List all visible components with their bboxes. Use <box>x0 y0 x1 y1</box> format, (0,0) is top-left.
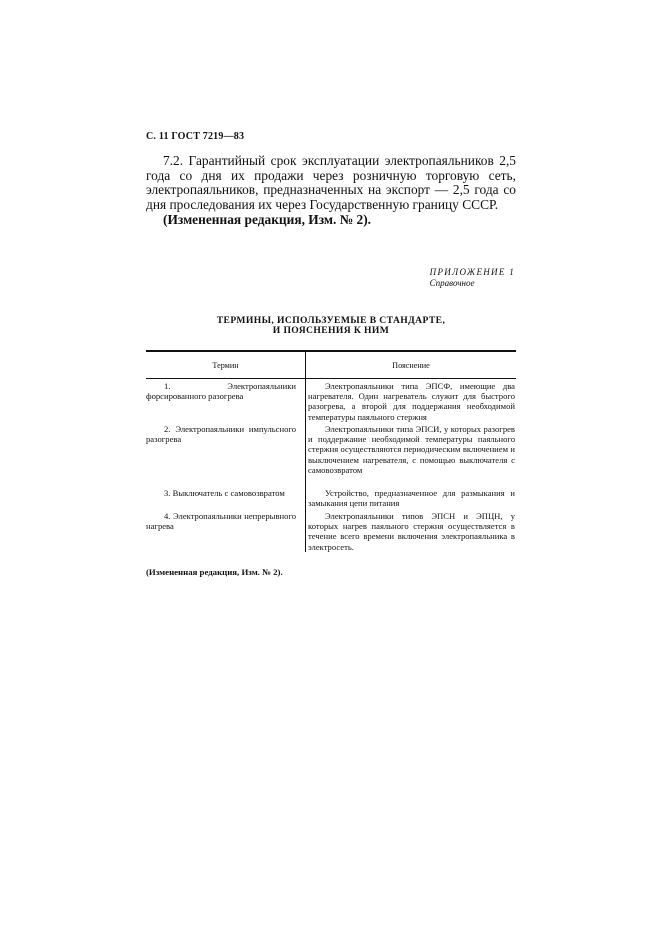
table-title-line-2: И ПОЯСНЕНИЯ К НИМ <box>272 325 390 336</box>
footer-amendment: (Измененная редакция, Изм. № 2). <box>146 567 283 577</box>
page-header: С. 11 ГОСТ 7219—83 <box>146 131 245 142</box>
table-row-4-explanation: Электропаяльники типов ЭПСН и ЭПЦН, у которых нагрев паяльного стержня осуществляется в течение всего времени включения электропаяльника в электросеть. <box>308 511 515 552</box>
appendix-subtitle: Справочное <box>429 278 475 288</box>
appendix-title: ПРИЛОЖЕНИЕ 1 <box>429 267 515 277</box>
table-column-divider <box>305 351 306 552</box>
table-row-2-term: 2. Электропаяльники импульсного разогрева <box>146 424 296 445</box>
appendix-label <box>430 267 515 289</box>
table-top-rule <box>146 350 516 352</box>
table-row-1-explanation: Электропаяльники типа ЭПСФ, имеющие два нагревателя. Один нагреватель служит для быстрого разогрева, а второй для поддержания необходимой температуры паяльного стержня <box>308 381 515 422</box>
table-row-1-term: 1. Электропаяльники форсированного разогрева <box>146 381 296 402</box>
section-body: 7.2. Гарантийный срок эксплуатации электропаяльников 2,5 года со дня их продажи через розничную торговую сеть, электропаяльников, предназначенных на экспорт — 2,5 года со дня проследования их через Государственную границу СССР. <box>146 153 516 212</box>
table-header-rule <box>146 378 516 379</box>
table-title-line-1: ТЕРМИНЫ, ИСПОЛЬЗУЕМЫЕ В СТАНДАРТЕ, <box>216 315 446 326</box>
table-row-3-explanation: Устройство, предназначенное для размыкания и замыкания цепи питания <box>308 488 515 509</box>
table-row-4-term: 4. Электропаяльники непрерывного нагрева <box>146 511 296 532</box>
table-row-2-explanation: Электропаяльники типа ЭПСИ, у которых разогрев и поддержание необходимой температуры паяльного стержня осуществляются периодическим включением и выключением нагревателя, с помощью выключателя с самовозвратом <box>308 424 515 475</box>
table-row-3-term: 3. Выключатель с самовозвратом <box>164 488 285 498</box>
column-header-explanation: Пояснение <box>392 361 430 370</box>
column-header-term: Термин <box>212 361 239 370</box>
section-7-2 <box>146 154 516 228</box>
table-title <box>146 316 516 336</box>
section-amendment: (Измененная редакция, Изм. № 2). <box>163 212 372 227</box>
